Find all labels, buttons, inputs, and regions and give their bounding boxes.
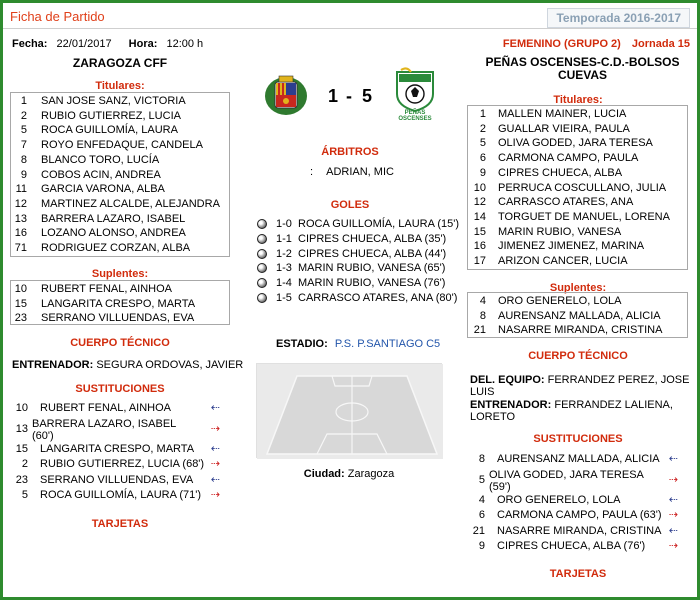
away-starters-title: Titulares:	[553, 94, 603, 106]
player-name: CARMONA CAMPO, PAULA (63')	[497, 509, 662, 521]
player-number: 12	[473, 196, 486, 209]
home-cards-title: TARJETAS	[91, 518, 149, 530]
player-number: 6	[479, 152, 486, 165]
arrow-right-icon: ⇢	[668, 509, 678, 521]
home-starters-list	[10, 92, 230, 257]
player-name: ORO GENERELO, LOLA	[498, 295, 622, 307]
player-row	[468, 196, 687, 209]
arrow-left-icon: ⇠	[668, 524, 678, 537]
player-name: AURENSANZ MALLADA, ALICIA	[497, 453, 660, 465]
player-row	[468, 152, 687, 165]
goal-scorer: ROCA GUILLOMÍA, LAURA (15')	[298, 218, 460, 230]
player-row	[468, 167, 687, 180]
substitution-row	[10, 402, 230, 418]
player-number: 23	[14, 312, 27, 324]
goal-scorer: MARIN RUBIO, VANESA (65')	[298, 262, 446, 275]
player-number: 16	[473, 240, 486, 253]
player-name: RODRIGUEZ CORZAN, ALBA	[41, 242, 191, 254]
away-score: 5	[362, 86, 373, 106]
player-row	[468, 324, 687, 337]
player-row	[11, 139, 229, 152]
player-number: 15	[15, 442, 28, 455]
match-time: 12:00 h	[166, 38, 204, 50]
player-row	[468, 211, 687, 224]
substitution-row	[10, 489, 230, 505]
player-number: 13	[14, 212, 27, 225]
player-row	[11, 227, 229, 240]
player-name: AURENSANZ MALLADA, ALICIA	[498, 309, 661, 322]
player-name: CARMONA CAMPO, PAULA	[498, 152, 639, 165]
player-row	[468, 137, 687, 150]
player-row	[468, 226, 687, 239]
player-name: ORO GENERELO, LOLA	[497, 493, 621, 506]
player-number: 11	[15, 183, 27, 196]
player-number: 9	[479, 166, 486, 179]
goal-scorer: CARRASCO ATARES, ANA (80')	[298, 292, 458, 304]
player-number: 8	[478, 453, 485, 465]
player-number: 2	[20, 109, 27, 122]
player-number: 15	[473, 225, 486, 238]
season-badge: Temporada 2016-2017	[547, 8, 690, 28]
player-number: 8	[479, 309, 486, 322]
goal-row	[256, 248, 466, 261]
goal-row	[256, 277, 466, 290]
home-substitutions-list	[10, 400, 230, 506]
player-name: JIMENEZ JIMENEZ, MARINA	[498, 240, 645, 253]
arrow-right-icon: ⇢	[210, 458, 220, 470]
player-number: 9	[478, 540, 485, 552]
player-row	[468, 123, 687, 136]
away-coach: ENTRENADOR: FERRANDEZ LALIENA, LORETO	[470, 399, 673, 423]
player-name: TORGUET DE MANUEL, LORENA	[498, 210, 670, 223]
soccer-ball-icon	[257, 219, 267, 229]
player-number: 8	[20, 153, 27, 166]
city-name: Zaragoza	[347, 468, 395, 480]
match-datetime: Fecha: 22/01/2017 Hora: 12:00 h	[12, 38, 204, 50]
player-name: LANGARITA CRESPO, MARTA	[41, 297, 196, 310]
player-name: MARIN RUBIO, VANESA	[498, 225, 622, 238]
arrow-right-icon: ⇢	[210, 489, 220, 501]
away-cards-title: TARJETAS	[549, 568, 607, 580]
page-header	[3, 3, 697, 29]
player-row	[11, 110, 229, 123]
player-number: 5	[479, 137, 486, 150]
goal-score: 1-4	[276, 277, 292, 290]
player-number: 10	[473, 181, 486, 194]
goal-score: 1-0	[276, 218, 292, 230]
substitution-row	[10, 458, 230, 474]
goal-row	[256, 233, 466, 246]
player-name: LOZANO ALONSO, ANDREA	[41, 227, 186, 240]
substitution-row	[467, 509, 688, 525]
substitution-row	[10, 474, 230, 490]
player-name: MALLEN MAINER, LUCIA	[498, 108, 627, 120]
player-name: CARRASCO ATARES, ANA	[498, 196, 634, 209]
city-line: Ciudad: Zaragoza	[303, 468, 395, 480]
competition-info	[470, 38, 690, 50]
score-separator: -	[346, 86, 352, 106]
away-subs-list	[467, 292, 688, 338]
substitution-row	[10, 443, 230, 459]
soccer-ball-icon	[257, 263, 267, 273]
player-row	[11, 183, 229, 196]
goal-score: 1-1	[276, 232, 292, 245]
venue-link[interactable]: P.S. P.SANTIAGO C5	[334, 338, 441, 350]
player-number: 5	[478, 473, 485, 486]
home-coach: ENTRENADOR: SEGURA ORDOVAS, JAVIER	[12, 359, 244, 371]
player-row	[11, 169, 229, 182]
player-name: SAN JOSE SANZ, VICTORIA	[41, 95, 186, 107]
player-number: 12	[14, 197, 27, 210]
player-row	[11, 312, 229, 325]
substitution-row	[10, 418, 230, 443]
player-name: OLIVA GODED, JARA TERESA	[498, 137, 653, 150]
goal-scorer: CIPRES CHUECA, ALBA (44')	[298, 247, 447, 260]
player-number: 10	[15, 402, 28, 414]
goal-scorer: CIPRES CHUECA, ALBA (35')	[298, 232, 447, 245]
home-subst-title: SUSTITUCIONES	[75, 383, 165, 395]
jornada: Jornada 15	[631, 38, 690, 50]
home-team-name: ZARAGOZA CFF	[72, 56, 168, 70]
player-number: 7	[20, 139, 27, 152]
arrow-right-icon: ⇢	[210, 422, 220, 435]
substitution-row	[467, 540, 688, 556]
away-logo-text: PEÑAS OSCENSES	[398, 110, 432, 122]
player-row	[11, 198, 229, 211]
arrow-left-icon: ⇠	[210, 442, 220, 455]
player-number: 2	[21, 458, 28, 470]
home-score: 1	[328, 86, 339, 106]
player-row	[11, 95, 229, 108]
player-number: 4	[479, 295, 486, 307]
player-row	[468, 295, 687, 308]
player-number: 16	[14, 227, 27, 240]
player-row	[11, 283, 229, 296]
competition-name: FEMENINO (GRUPO 2)	[502, 38, 621, 50]
player-name: NASARRE MIRANDA, CRISTINA	[497, 524, 662, 537]
player-number: 4	[478, 493, 485, 506]
goal-score: 1-2	[276, 247, 292, 260]
player-name: COBOS ACIN, ANDREA	[41, 168, 161, 181]
player-name: ARIZON CANCER, LUCIA	[498, 255, 628, 267]
player-number: 2	[479, 122, 486, 135]
home-staff-title: CUERPO TÉCNICO	[70, 337, 170, 349]
player-number: 1	[20, 95, 27, 107]
player-name: CIPRES CHUECA, ALBA	[498, 166, 623, 179]
goals-title: GOLES	[330, 199, 370, 211]
player-name: RUBIO GUTIERREZ, LUCIA	[41, 109, 181, 122]
arrow-right-icon: ⇢	[668, 540, 678, 552]
away-team-logo	[393, 66, 437, 122]
player-name: RUBIO GUTIERREZ, LUCIA (68')	[40, 458, 205, 470]
player-name: ROCA GUILLOMÍA, LAURA (71')	[40, 489, 202, 501]
player-row	[468, 182, 687, 195]
away-starters-list	[467, 105, 688, 270]
home-starters-title: Titulares:	[95, 80, 145, 92]
referee-name: ADRIAN, MIC	[326, 166, 394, 178]
arrow-left-icon: ⇠	[210, 402, 220, 414]
goal-scorer: MARIN RUBIO, VANESA (76')	[298, 277, 446, 290]
substitution-minute: (59')	[489, 480, 511, 493]
player-number: 14	[473, 210, 486, 223]
player-number: 13	[15, 422, 28, 435]
player-number: 5	[20, 124, 27, 137]
player-name: BARRERA LAZARO, ISABEL	[41, 212, 186, 225]
player-number: 10	[14, 283, 27, 295]
player-number: 6	[478, 509, 485, 521]
player-name: RUBERT FENAL, AINHOA	[41, 283, 173, 295]
player-row	[468, 240, 687, 253]
goal-row	[256, 292, 466, 305]
soccer-ball-icon	[257, 293, 267, 303]
substitution-row	[467, 453, 688, 469]
player-number: 21	[472, 524, 485, 537]
substitution-row	[467, 469, 688, 494]
player-row	[468, 310, 687, 323]
player-name: GUALLAR VIEIRA, PAULA	[498, 122, 630, 135]
player-row	[11, 242, 229, 255]
arrow-left-icon: ⇠	[210, 473, 220, 486]
player-row	[11, 213, 229, 226]
player-row	[11, 154, 229, 167]
soccer-ball-icon	[257, 278, 267, 288]
substitution-row	[467, 525, 688, 541]
away-staff-title: CUERPO TÉCNICO	[528, 350, 628, 362]
page-title: Ficha de Partido	[10, 9, 105, 24]
referee-line: : ADRIAN, MIC	[310, 166, 394, 178]
player-name: OLIVA GODED, JARA TERESA	[489, 468, 644, 481]
soccer-ball-icon	[257, 234, 267, 244]
away-subst-title: SUSTITUCIONES	[533, 433, 623, 445]
player-number: 1	[479, 108, 486, 120]
goal-row	[256, 262, 466, 275]
goal-score: 1-5	[276, 292, 292, 304]
goal-score: 1-3	[276, 262, 292, 275]
goals-list	[256, 218, 466, 304]
away-subs-title: Suplentes:	[549, 282, 607, 294]
stadium-image	[256, 363, 442, 458]
player-name: SERRANO VILLUENDAS, EVA	[40, 473, 194, 486]
venue-line: ESTADIO: P.S. P.SANTIAGO C5	[276, 338, 441, 350]
player-name: LANGARITA CRESPO, MARTA	[40, 442, 195, 455]
substitution-row	[467, 494, 688, 510]
home-subs-list	[10, 280, 230, 325]
player-row	[468, 255, 687, 268]
substitution-minute: (60')	[32, 429, 54, 442]
player-name: PERRUCA COSCULLANO, JULIA	[498, 181, 667, 194]
match-date: 22/01/2017	[56, 38, 112, 50]
player-row	[11, 124, 229, 137]
goal-row	[256, 218, 466, 231]
home-team-logo	[262, 70, 310, 118]
player-row	[468, 108, 687, 121]
arrow-left-icon: ⇠	[668, 453, 678, 465]
player-name: NASARRE MIRANDA, CRISTINA	[498, 324, 663, 336]
away-team-name: PEÑAS OSCENSES-C.D.-BOLSOS CUEVAS	[485, 55, 680, 82]
player-number: 71	[14, 242, 27, 254]
player-name: CIPRES CHUECA, ALBA (76')	[497, 540, 646, 552]
player-name: SERRANO VILLUENDAS, EVA	[41, 312, 195, 324]
player-number: 23	[15, 473, 28, 486]
home-subs-title: Suplentes:	[91, 268, 149, 280]
referees-title: ÁRBITROS	[321, 146, 379, 158]
player-name: ROCA GUILLOMÍA, LAURA	[41, 124, 178, 137]
player-row	[11, 298, 229, 311]
player-number: 17	[473, 255, 486, 267]
player-number: 9	[20, 168, 27, 181]
player-number: 15	[14, 297, 27, 310]
player-name: BARRERA LAZARO, ISABEL	[32, 417, 177, 430]
away-substitutions-list	[467, 451, 688, 557]
player-number: 5	[21, 489, 28, 501]
player-number: 21	[473, 324, 486, 336]
player-name: GARCIA VARONA, ALBA	[41, 183, 165, 196]
player-name: RUBERT FENAL, AINHOA	[40, 402, 172, 414]
soccer-ball-icon	[257, 249, 267, 259]
player-name: MARTINEZ ALCALDE, ALEJANDRA	[41, 197, 220, 210]
away-delegate: DEL. EQUIPO: FERRANDEZ PEREZ, JOSE LUIS	[470, 374, 690, 398]
arrow-right-icon: ⇢	[668, 473, 678, 486]
player-name: ROYO ENFEDAQUE, CANDELA	[41, 139, 203, 152]
arrow-left-icon: ⇠	[668, 493, 678, 506]
player-name: BLANCO TORO, LUCÍA	[41, 153, 160, 166]
